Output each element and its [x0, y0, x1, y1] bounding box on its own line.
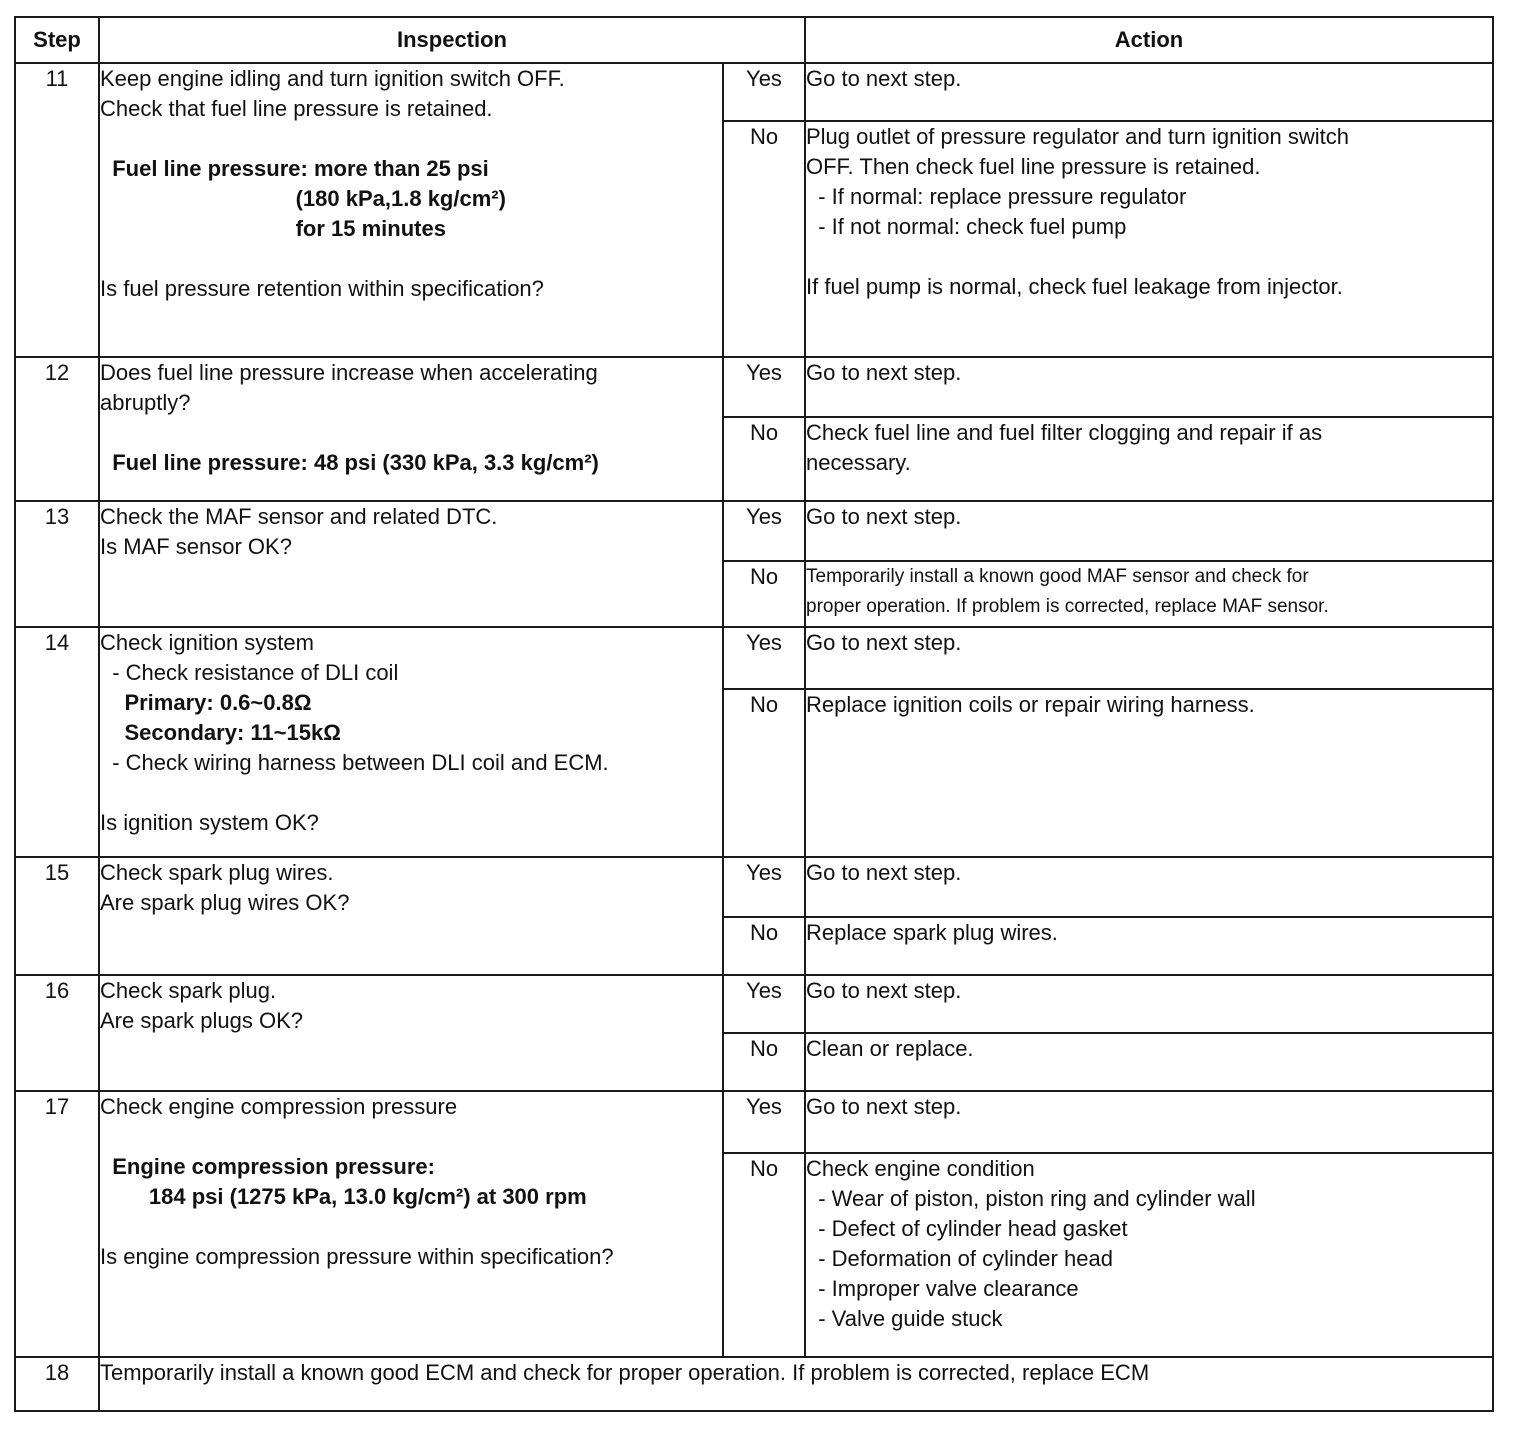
- text-line: Go to next step.: [806, 1094, 962, 1119]
- no-label: No: [723, 689, 805, 857]
- no-action: [805, 121, 1493, 357]
- text-line: Is engine compression pressure within specification?: [100, 1244, 614, 1269]
- no-label: No: [723, 417, 805, 501]
- text-line: [100, 124, 722, 154]
- text-line: - Valve guide stuck: [806, 1306, 1003, 1331]
- text-line: Secondary: 11~15kΩ: [100, 720, 341, 745]
- text-line: Are spark plugs OK?: [100, 1008, 303, 1033]
- text-line: [100, 244, 722, 274]
- text-line: OFF. Then check fuel line pressure is retained.: [806, 154, 1261, 179]
- text-line: Clean or replace.: [806, 1036, 974, 1061]
- text-line: Plug outlet of pressure regulator and turn ignition switch: [806, 124, 1349, 149]
- inspection-cell: [99, 1091, 723, 1357]
- text-line: Check the MAF sensor and related DTC.: [100, 504, 498, 529]
- yes-label: Yes: [723, 975, 805, 1033]
- yes-label: Yes: [723, 857, 805, 917]
- step-number: 11: [15, 63, 99, 357]
- text-line: Primary: 0.6~0.8Ω: [100, 690, 312, 715]
- table-body: [15, 63, 1493, 1411]
- text-line: Check that fuel line pressure is retained.: [100, 96, 493, 121]
- text-line: Engine compression pressure:: [100, 1154, 435, 1179]
- no-label: No: [723, 1033, 805, 1091]
- text-line: Replace ignition coils or repair wiring harness.: [806, 692, 1255, 717]
- text-line: [100, 418, 722, 448]
- text-line: - If not normal: check fuel pump: [806, 214, 1127, 239]
- text-line: Go to next step.: [806, 66, 962, 91]
- text-line: Go to next step.: [806, 360, 962, 385]
- no-label: No: [723, 121, 805, 357]
- text-line: for 15 minutes: [100, 216, 446, 241]
- yes-action: [805, 357, 1493, 417]
- full-action: Temporarily install a known good ECM and check for proper operation. If problem is corrected, replace ECM: [99, 1357, 1493, 1411]
- step-number: 16: [15, 975, 99, 1091]
- text-line: Fuel line pressure: 48 psi (330 kPa, 3.3 kg/cm²): [100, 450, 599, 475]
- text-line: - Check resistance of DLI coil: [100, 660, 399, 685]
- no-action: [805, 561, 1493, 627]
- step-number: 12: [15, 357, 99, 501]
- text-line: Temporarily install a known good MAF sensor and check for: [806, 566, 1309, 587]
- text-line: Keep engine idling and turn ignition switch OFF.: [100, 66, 565, 91]
- inspection-cell: [99, 975, 723, 1091]
- yes-label: Yes: [723, 357, 805, 417]
- no-action: [805, 689, 1493, 857]
- text-line: Check ignition system: [100, 630, 314, 655]
- text-line: Go to next step.: [806, 630, 962, 655]
- step-number: 17: [15, 1091, 99, 1357]
- text-line: Is MAF sensor OK?: [100, 534, 292, 559]
- no-label: No: [723, 1153, 805, 1357]
- table-row: [15, 627, 1493, 689]
- text-line: - If normal: replace pressure regulator: [806, 184, 1187, 209]
- table-row: [15, 857, 1493, 917]
- no-action: [805, 1033, 1493, 1091]
- table-row: [15, 357, 1493, 417]
- inspection-cell: [99, 501, 723, 627]
- no-label: No: [723, 917, 805, 975]
- text-line: - Defect of cylinder head gasket: [806, 1216, 1128, 1241]
- table-row: [15, 1357, 1493, 1411]
- text-line: Are spark plug wires OK?: [100, 890, 350, 915]
- text-line: necessary.: [806, 450, 911, 475]
- text-line: If fuel pump is normal, check fuel leakage from injector.: [806, 274, 1343, 299]
- text-line: Check fuel line and fuel filter clogging and repair if as: [806, 420, 1323, 445]
- diagnostic-table: [14, 16, 1494, 1412]
- inspection-cell: [99, 357, 723, 501]
- text-line: Go to next step.: [806, 978, 962, 1003]
- text-line: Fuel line pressure: more than 25 psi: [100, 156, 489, 181]
- step-number: 14: [15, 627, 99, 857]
- text-line: Check spark plug.: [100, 978, 277, 1003]
- header-step: Step: [15, 17, 99, 63]
- no-action: [805, 1153, 1493, 1357]
- text-line: Go to next step.: [806, 860, 962, 885]
- yes-action: [805, 975, 1493, 1033]
- text-line: Is ignition system OK?: [100, 810, 319, 835]
- inspection-cell: [99, 857, 723, 975]
- yes-label: Yes: [723, 501, 805, 561]
- text-line: Does fuel line pressure increase when accelerating: [100, 360, 598, 385]
- yes-action: [805, 1091, 1493, 1153]
- text-line: - Deformation of cylinder head: [806, 1246, 1113, 1271]
- inspection-cell: [99, 627, 723, 857]
- table-row: [15, 501, 1493, 561]
- no-label: No: [723, 561, 805, 627]
- text-line: Check engine compression pressure: [100, 1094, 458, 1119]
- yes-label: Yes: [723, 627, 805, 689]
- text-line: 184 psi (1275 kPa, 13.0 kg/cm²) at 300 rpm: [100, 1184, 587, 1209]
- step-number: 13: [15, 501, 99, 627]
- text-line: (180 kPa,1.8 kg/cm²): [100, 186, 506, 211]
- text-line: abruptly?: [100, 390, 191, 415]
- yes-label: Yes: [723, 63, 805, 121]
- yes-action: [805, 501, 1493, 561]
- inspection-cell: [99, 63, 723, 357]
- no-action: [805, 417, 1493, 501]
- yes-label: Yes: [723, 1091, 805, 1153]
- yes-action: [805, 63, 1493, 121]
- text-line: Check engine condition: [806, 1156, 1035, 1181]
- text-line: [100, 1212, 722, 1242]
- text-line: Replace spark plug wires.: [806, 920, 1058, 945]
- no-action: [805, 917, 1493, 975]
- text-line: Check spark plug wires.: [100, 860, 334, 885]
- header-row: [15, 17, 1493, 63]
- text-line: [100, 778, 722, 808]
- text-line: [806, 242, 1492, 272]
- text-line: Go to next step.: [806, 504, 962, 529]
- table-row: [15, 975, 1493, 1033]
- step-number: 15: [15, 857, 99, 975]
- table-row: [15, 1091, 1493, 1153]
- header-inspection: Inspection: [99, 17, 805, 63]
- text-line: - Wear of piston, piston ring and cylinder wall: [806, 1186, 1256, 1211]
- yes-action: [805, 857, 1493, 917]
- yes-action: [805, 627, 1493, 689]
- header-action: Action: [805, 17, 1493, 63]
- text-line: - Check wiring harness between DLI coil and ECM.: [100, 750, 609, 775]
- text-line: Is fuel pressure retention within specification?: [100, 276, 544, 301]
- text-line: - Improper valve clearance: [806, 1276, 1079, 1301]
- text-line: [100, 1122, 722, 1152]
- step-number: 18: [15, 1357, 99, 1411]
- text-line: proper operation. If problem is corrected, replace MAF sensor.: [806, 596, 1329, 617]
- table-row: [15, 63, 1493, 121]
